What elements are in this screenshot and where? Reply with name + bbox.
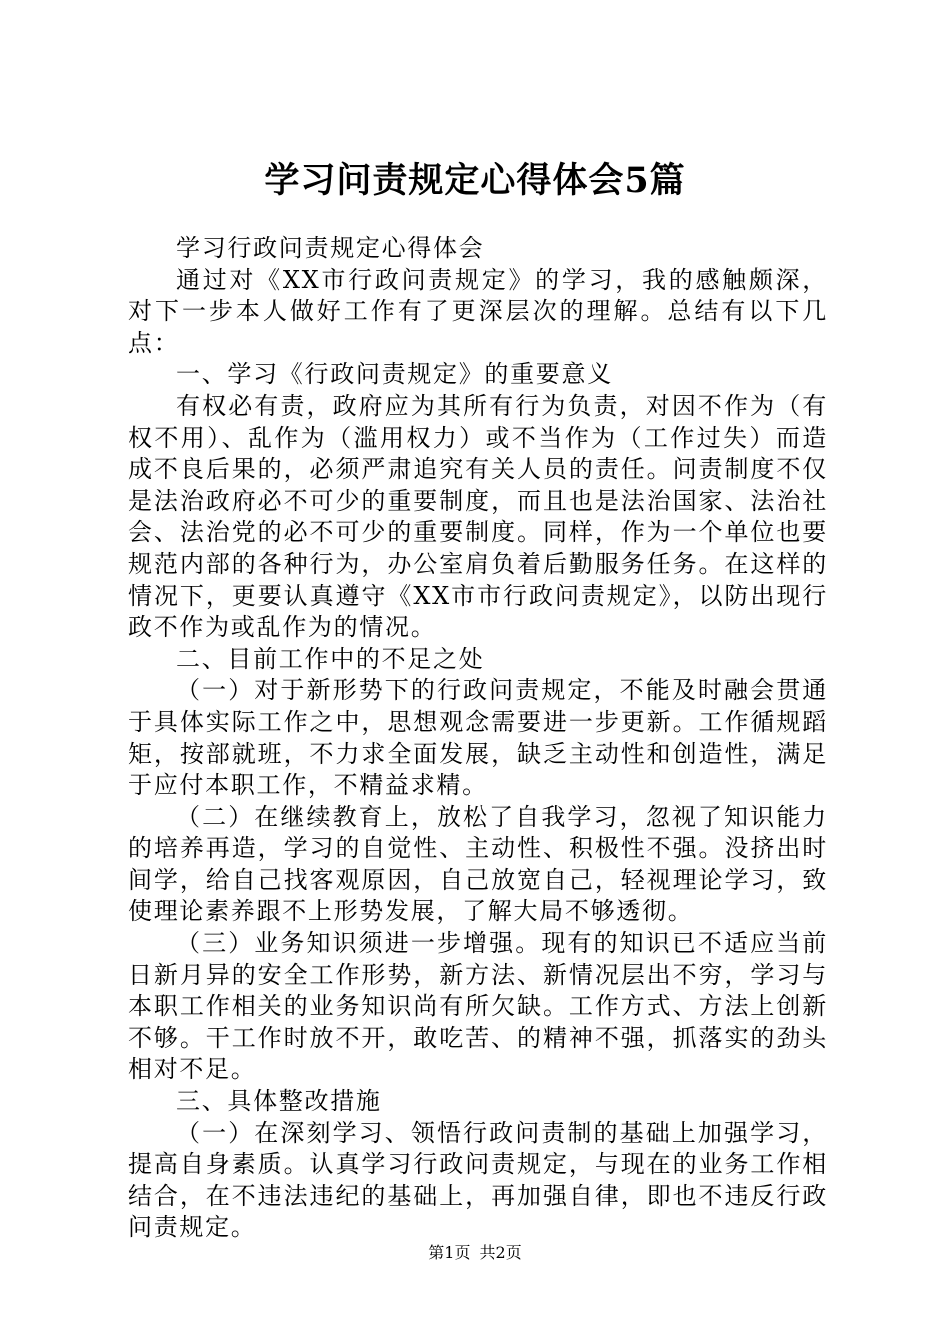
document-body [128,233,828,1244]
page-title: 学习问责规定心得体会5篇 [264,160,686,201]
paragraph: （三）业务知识须进一步增强。现有的知识已不适应当前日新月异的安全工作形势，新方法、新情况层出不穷，学习与本职工作相关的业务知识尚有所欠缺。工作方式、方法上创新不够。干工作时放不开，敢吃苦、的精神不强，抓落实的劲头相对不足。 [128,929,828,1084]
page-number: 第1页 [428,1243,471,1262]
page-total: 共2页 [479,1243,522,1262]
paragraph: （一）在深刻学习、领悟行政问责制的基础上加强学习，提高自身素质。认真学习行政问责规定，与现在的业务工作相结合，在不违法违纪的基础上，再加强自律，即也不违反行政问责规定。 [128,1118,828,1242]
page-footer [0,1242,950,1264]
paragraph: 有权必有责，政府应为其所有行为负责，对因不作为（有权不用）、乱作为（滥用权力）或不当作为（工作过失）而造成不良后果的，必须严肃追究有关人员的责任。问责制度不仅是法治政府必不可少的重要制度，而且也是法治国家、法治社会、法治党的必不可少的重要制度。同样，作为一个单位也要规范内部的各种行为，办公室肩负着后勤服务任务。在这样的情况下，更要认真遵守《XX市市行政问责规定》，以防出现行政不作为或乱作为的情况。 [128,391,828,642]
section-heading: 二、目前工作中的不足之处 [176,644,485,673]
paragraph: 通过对《XX市行政问责规定》的学习，我的感触颇深，对下一步本人做好工作有了更深层次的理解。总结有以下几点： [128,265,828,357]
section-heading: 三、具体整改措施 [176,1087,382,1116]
paragraph: （二）在继续教育上，放松了自我学习，忽视了知识能力的培养再造，学习的自觉性、主动性、积极性不强。没挤出时间学，给自己找客观原因，自己放宽自己，轻视理论学习，致使理论素养跟不上形势发展，了解大局不够透彻。 [128,802,828,926]
paragraph: （一）对于新形势下的行政问责规定，不能及时融会贯通于具体实际工作之中，思想观念需要进一步更新。工作循规蹈矩，按部就班，不力求全面发展，缺乏主动性和创造性，满足于应付本职工作，不精益求精。 [128,676,828,800]
section-heading: 一、学习《行政问责规定》的重要意义 [176,360,613,389]
subtitle: 学习行政问责规定心得体会 [176,234,485,262]
